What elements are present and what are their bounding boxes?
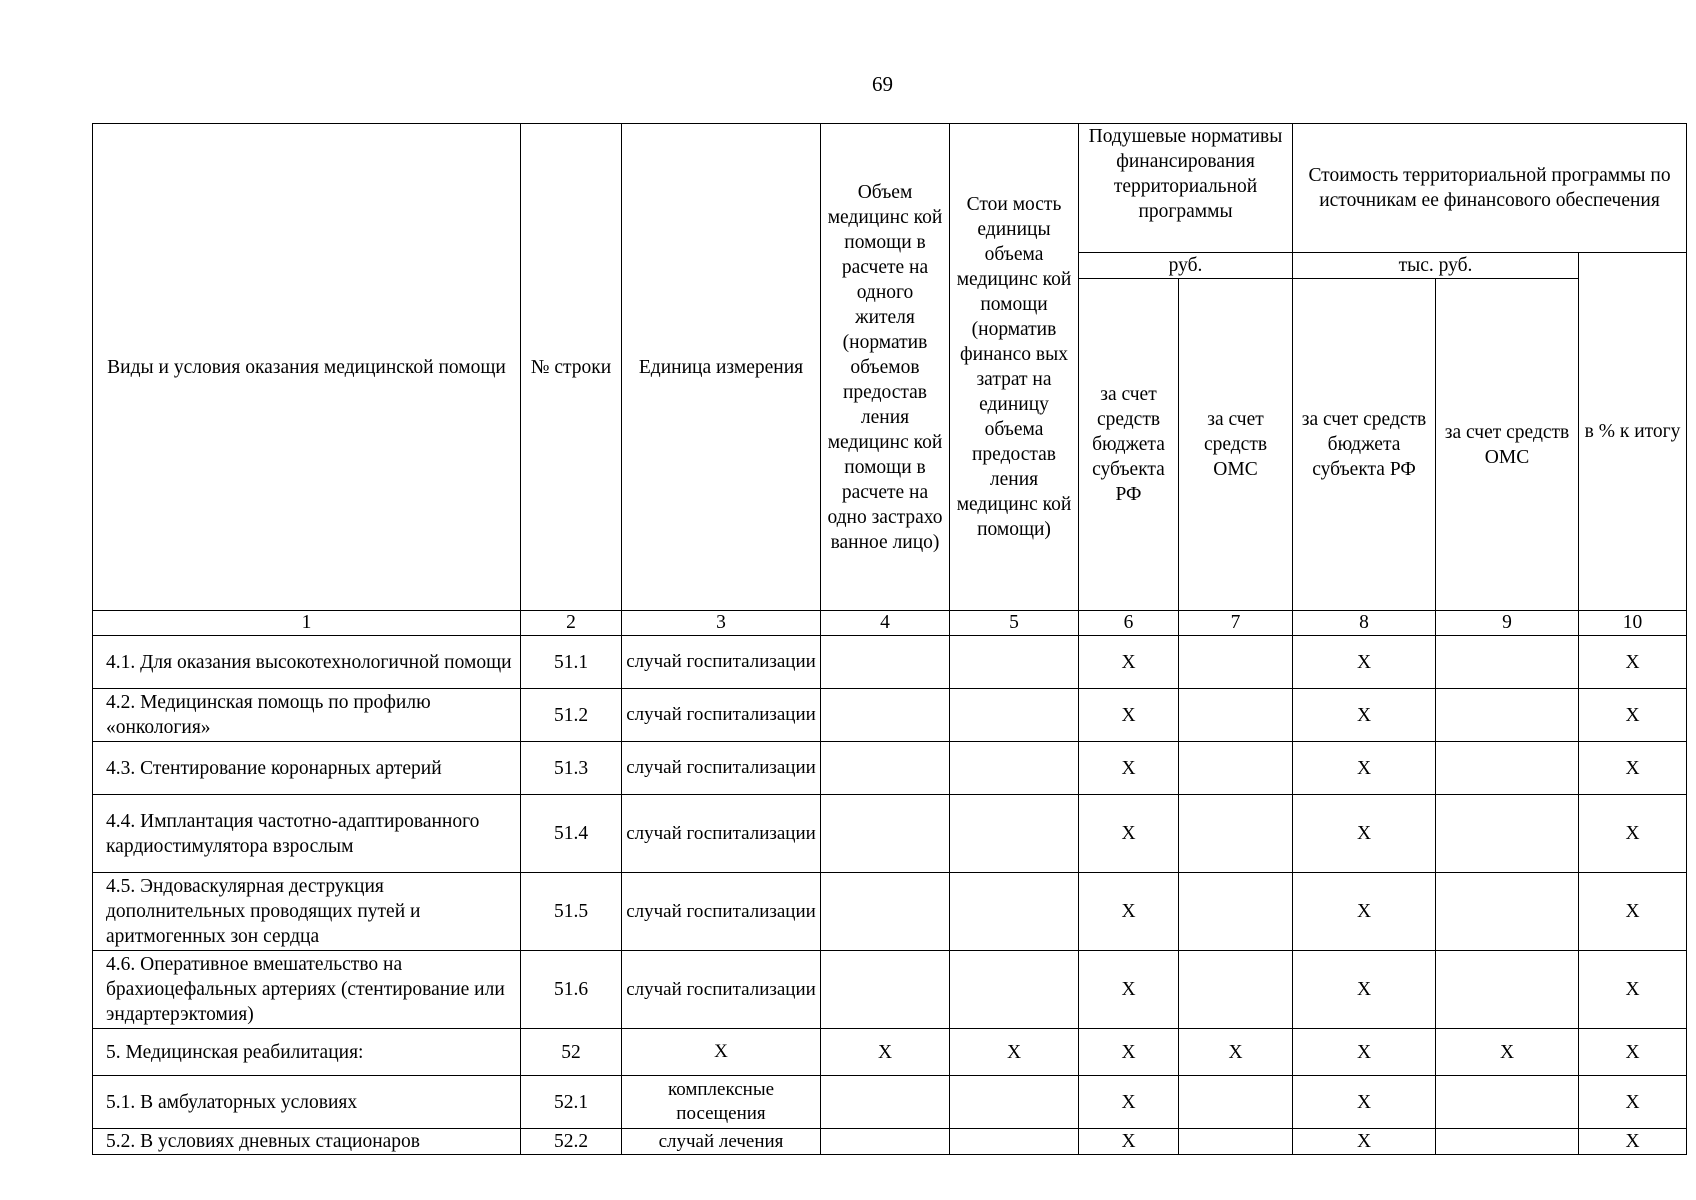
row-volume (821, 873, 950, 951)
row-percent: Х (1579, 1029, 1687, 1076)
row-percapita-oms (1179, 795, 1293, 873)
row-cost-oms (1436, 1129, 1579, 1155)
row-cost-oms (1436, 951, 1579, 1029)
row-line-number: 52 (521, 1029, 622, 1076)
column-number: 5 (950, 611, 1079, 636)
header-percapita-oms: за счет средств ОМС (1179, 279, 1293, 611)
row-percapita-budget: Х (1079, 1029, 1179, 1076)
column-number: 7 (1179, 611, 1293, 636)
row-volume (821, 951, 950, 1029)
row-unit: случай госпитализации (622, 689, 821, 742)
row-unit: случай госпитализации (622, 636, 821, 689)
row-percapita-budget: Х (1079, 795, 1179, 873)
table-row (93, 951, 1687, 1029)
table-row (93, 1076, 1687, 1129)
financing-table (92, 123, 1687, 1155)
row-percent: Х (1579, 742, 1687, 795)
row-name: 5.2. В условиях дневных стационаров (93, 1129, 521, 1155)
header-percapita-regional-budget: за счет средств бюджета субъекта РФ (1079, 279, 1179, 611)
header-group-program-cost: Стоимость территориальной программы по источникам ее финансового обеспечения (1293, 124, 1687, 253)
row-cost-oms: Х (1436, 1029, 1579, 1076)
row-unit-cost: Х (950, 1029, 1079, 1076)
column-number: 3 (622, 611, 821, 636)
header-unit: Единица измерения (622, 124, 821, 611)
row-line-number: 51.1 (521, 636, 622, 689)
table-row (93, 1029, 1687, 1076)
row-cost-oms (1436, 742, 1579, 795)
row-unit: комплексные посещения (622, 1076, 821, 1129)
row-cost-budget: Х (1293, 951, 1436, 1029)
row-percent: Х (1579, 1076, 1687, 1129)
row-volume (821, 689, 950, 742)
row-name: 4.6. Оперативное вмешательство на брахиоцефальных артериях (стентирование или эндартерэктомия) (93, 951, 521, 1029)
row-cost-budget: Х (1293, 1029, 1436, 1076)
row-unit: случай госпитализации (622, 742, 821, 795)
row-unit: случай госпитализации (622, 873, 821, 951)
header-unit-rub: руб. (1079, 253, 1293, 279)
row-name: 4.1. Для оказания высокотехнологичной помощи (93, 636, 521, 689)
row-percent: Х (1579, 795, 1687, 873)
row-cost-oms (1436, 1076, 1579, 1129)
row-unit-cost (950, 1129, 1079, 1155)
row-unit-cost (950, 636, 1079, 689)
column-number: 9 (1436, 611, 1579, 636)
row-percent: Х (1579, 873, 1687, 951)
table-row (93, 636, 1687, 689)
column-number: 10 (1579, 611, 1687, 636)
column-number: 8 (1293, 611, 1436, 636)
row-line-number: 51.4 (521, 795, 622, 873)
column-number: 1 (93, 611, 521, 636)
row-unit-cost (950, 689, 1079, 742)
row-percapita-budget: Х (1079, 742, 1179, 795)
row-unit-cost (950, 795, 1079, 873)
row-unit-cost (950, 873, 1079, 951)
row-cost-budget: Х (1293, 742, 1436, 795)
row-name: 4.2. Медицинская помощь по профилю «онкология» (93, 689, 521, 742)
row-percapita-oms (1179, 1129, 1293, 1155)
row-cost-budget: Х (1293, 636, 1436, 689)
row-percapita-oms (1179, 636, 1293, 689)
header-cost-oms: за счет средств ОМС (1436, 279, 1579, 611)
row-cost-budget: Х (1293, 1129, 1436, 1155)
header-line-number: № строки (521, 124, 622, 611)
row-cost-oms (1436, 636, 1579, 689)
table-row (93, 689, 1687, 742)
row-percapita-budget: Х (1079, 951, 1179, 1029)
row-line-number: 52.2 (521, 1129, 622, 1155)
row-volume (821, 1129, 950, 1155)
header-types-of-care: Виды и условия оказания медицинской помощи (93, 124, 521, 611)
row-cost-budget: Х (1293, 795, 1436, 873)
row-percapita-oms (1179, 1076, 1293, 1129)
column-number: 6 (1079, 611, 1179, 636)
row-line-number: 51.3 (521, 742, 622, 795)
row-cost-budget: Х (1293, 873, 1436, 951)
header-volume-per-resident: Объем медицинс кой помощи в расчете на одного жителя (норматив объемов предостав ления медицинс кой помощи в расчете на одно застрахо ванное лицо) (821, 124, 950, 611)
row-name: 4.4. Имплантация частотно-адаптированного кардиостимулятора взрослым (93, 795, 521, 873)
table-row (93, 742, 1687, 795)
row-cost-oms (1436, 795, 1579, 873)
header-unit-cost: Стои мость единицы объема медицинс кой помощи (норматив финансо вых затрат на единицу объема предостав ления медицинс кой помощи) (950, 124, 1079, 611)
row-unit-cost (950, 951, 1079, 1029)
column-number: 4 (821, 611, 950, 636)
row-percapita-budget: Х (1079, 636, 1179, 689)
table-row (93, 795, 1687, 873)
row-cost-oms (1436, 689, 1579, 742)
row-percapita-oms (1179, 689, 1293, 742)
column-number: 2 (521, 611, 622, 636)
table-row (93, 873, 1687, 951)
row-percapita-oms (1179, 742, 1293, 795)
row-name: 4.3. Стентирование коронарных артерий (93, 742, 521, 795)
row-name: 5.1. В амбулаторных условиях (93, 1076, 521, 1129)
row-percent: Х (1579, 636, 1687, 689)
row-unit: случай лечения (622, 1129, 821, 1155)
row-unit: случай госпитализации (622, 951, 821, 1029)
row-volume (821, 636, 950, 689)
header-cost-regional-budget: за счет средств бюджета субъекта РФ (1293, 279, 1436, 611)
row-line-number: 51.2 (521, 689, 622, 742)
row-volume (821, 1076, 950, 1129)
row-cost-budget: Х (1293, 1076, 1436, 1129)
row-percapita-oms (1179, 951, 1293, 1029)
table-row (93, 1129, 1687, 1155)
row-volume (821, 742, 950, 795)
row-line-number: 51.5 (521, 873, 622, 951)
header-percent-of-total: в % к итогу (1579, 253, 1687, 611)
row-percapita-oms (1179, 873, 1293, 951)
header-unit-thousand-rub: тыс. руб. (1293, 253, 1579, 279)
row-cost-budget: Х (1293, 689, 1436, 742)
row-percapita-budget: Х (1079, 1129, 1179, 1155)
row-line-number: 52.1 (521, 1076, 622, 1129)
header-group-percapita: Подушевые нормативы финансирования территориальной программы (1079, 124, 1293, 253)
table-body (93, 636, 1687, 1155)
row-percent: Х (1579, 1129, 1687, 1155)
row-percapita-budget: Х (1079, 689, 1179, 742)
row-volume (821, 795, 950, 873)
column-numbers-row (93, 611, 1687, 636)
page-number: 69 (872, 72, 893, 96)
row-name: 4.5. Эндоваскулярная деструкция дополнительных проводящих путей и аритмогенных зон сердца (93, 873, 521, 951)
row-volume: Х (821, 1029, 950, 1076)
row-unit-cost (950, 1076, 1079, 1129)
row-name: 5. Медицинская реабилитация: (93, 1029, 521, 1076)
row-percent: Х (1579, 951, 1687, 1029)
row-cost-oms (1436, 873, 1579, 951)
row-unit: Х (622, 1029, 821, 1076)
row-unit-cost (950, 742, 1079, 795)
row-line-number: 51.6 (521, 951, 622, 1029)
row-percapita-oms: Х (1179, 1029, 1293, 1076)
row-percapita-budget: Х (1079, 1076, 1179, 1129)
row-percent: Х (1579, 689, 1687, 742)
table-header (93, 124, 1687, 636)
row-percapita-budget: Х (1079, 873, 1179, 951)
row-unit: случай госпитализации (622, 795, 821, 873)
